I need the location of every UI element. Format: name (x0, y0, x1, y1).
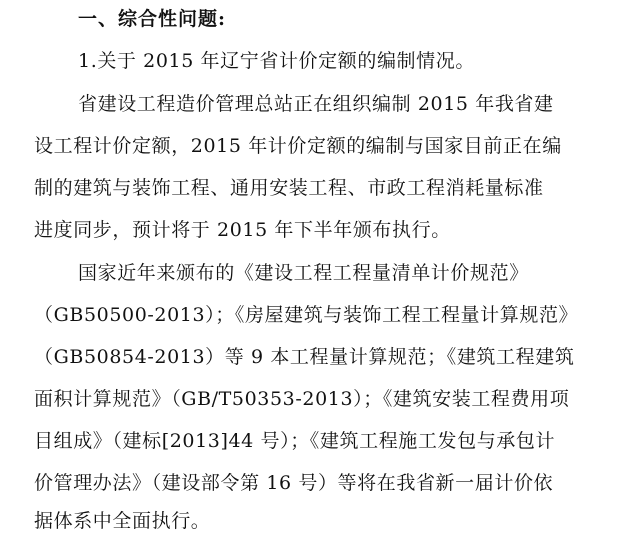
paragraph-2-line-5: 目组成》（建标[2013]44 号）；《建筑工程施工发包与承包计 (34, 430, 556, 452)
paragraph-2-line-1: 国家近年来颁布的《建设工程工程量清单计价规范》 (78, 262, 529, 284)
paragraph-2-line-4: 面积计算规范》（GB/T50353-2013）；《建筑安装工程费用项 (34, 388, 570, 410)
paragraph-1-line-4: 进度同步，预计将于 2015 年下半年颁布执行。 (34, 219, 451, 241)
paragraph-2-line-3: （GB50854-2013）等 9 本工程量计算规范；《建筑工程建筑 (34, 346, 575, 368)
paragraph-1-line-2: 设工程计价定额，2015 年计价定额的编制与国家目前正在编 (34, 135, 562, 157)
item-title: 1.关于 2015 年辽宁省计价定额的编制情况。 (78, 50, 475, 72)
paragraph-1-line-3: 制的建筑与装饰工程、通用安装工程、市政工程消耗量标准 (34, 177, 544, 199)
section-heading: 一、综合性问题: (78, 8, 227, 30)
paragraph-2-line-6: 价管理办法》（建设部令第 16 号）等将在我省新一届计价依 (34, 472, 554, 494)
paragraph-2-line-7: 据体系中全面执行。 (34, 510, 211, 532)
paragraph-2-line-2: （GB50500-2013）；《房屋建筑与装饰工程工程量计算规范》 (34, 304, 579, 326)
paragraph-1-line-1: 省建设工程造价管理总站正在组织编制 2015 年我省建 (78, 93, 554, 115)
